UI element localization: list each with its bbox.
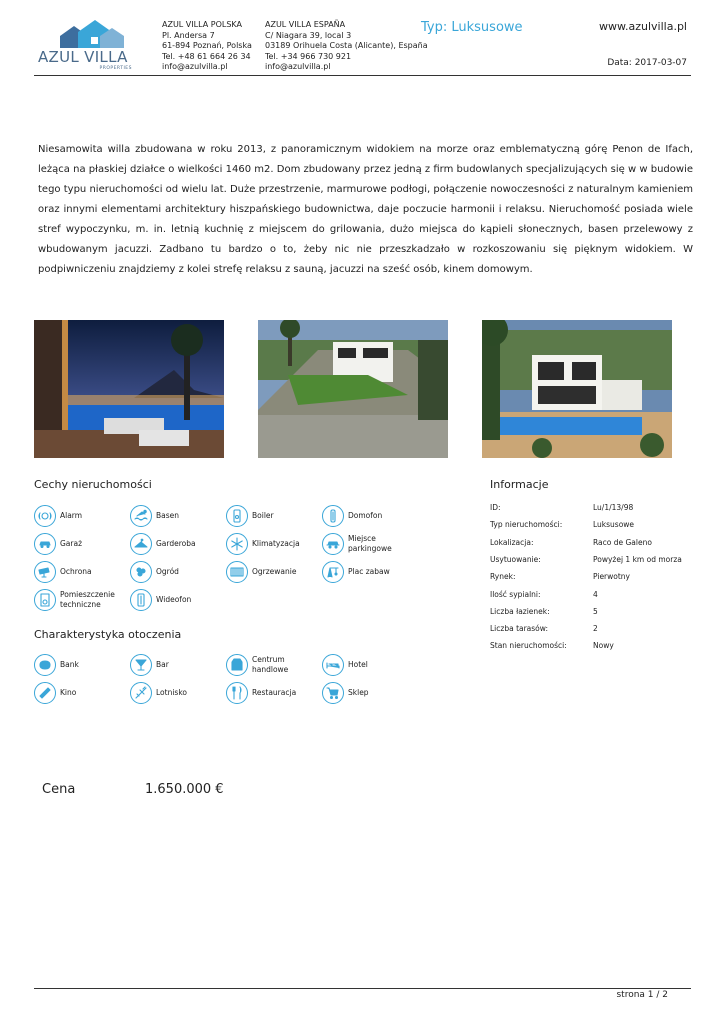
info-value: Luksusowe (593, 520, 635, 530)
camera-icon (34, 561, 56, 583)
parking-icon (322, 533, 344, 555)
feature-bank (34, 654, 120, 676)
info-label: ID: (490, 503, 501, 512)
logo-houses-icon (38, 20, 138, 50)
feature-camera (34, 561, 120, 583)
price-value: 1.650.000 € (145, 782, 224, 797)
bank-icon (34, 654, 56, 676)
feature-mall (226, 654, 312, 676)
radiator-icon (226, 561, 248, 583)
feature-bed (322, 654, 408, 676)
wardrobe-icon (130, 533, 152, 555)
feature-alarm (34, 505, 120, 527)
pool-icon (130, 505, 152, 527)
cart-icon (322, 682, 344, 704)
boiler-icon (226, 505, 248, 527)
feature-cutlery (226, 682, 312, 704)
feature-cocktail (130, 654, 216, 676)
footer-divider (34, 988, 691, 989)
bed-icon (322, 654, 344, 676)
feature-label: Pomieszczenie techniczne (60, 590, 115, 609)
feature-intercom (322, 505, 408, 527)
info-label: Typ nieruchomości: (490, 520, 563, 530)
logo-subtitle: PROPERTIES (99, 66, 132, 71)
feature-cart (322, 682, 408, 704)
feature-parking (322, 533, 408, 555)
address-phone: Tel. +48 61 664 26 34 (162, 51, 251, 61)
info-value: Powyżej 1 km od morza (593, 554, 682, 564)
document-date: Data: 2017-03-07 (607, 58, 687, 68)
feature-boiler (226, 505, 312, 527)
photo-villa-exterior[interactable] (258, 320, 448, 458)
info-label: Liczba łazienek: (490, 606, 550, 616)
feature-label: Ochrona (60, 567, 92, 576)
feature-garden (130, 561, 216, 583)
feature-label: Boiler (252, 511, 274, 520)
feature-label: Garaż (60, 539, 83, 548)
features-title: Cechy nieruchomości (34, 478, 152, 491)
feature-label: Bar (156, 660, 169, 669)
feature-label: Ogród (156, 567, 179, 576)
address-poland (162, 20, 252, 73)
property-type: Typ: Luksusowe (421, 20, 523, 35)
garden-icon (130, 561, 152, 583)
feature-label: Miejsce parkingowe (348, 534, 392, 553)
property-description: Niesamowita willa zbudowana w roku 2013, z panoramicznym widokiem na morze oraz emblematyczną górę Penon de Ifach, leżąca na płaskiej działce o wielkości 1460 m2. Dom zbudowany przez jedną z firm budowlanych specjalizujących się w w budowie tego typu nieruchomości od wielu lat. Duże przestrzenie, marmurowe podłogi, połączenie nowoczesności z naturalnym kamieniem oraz innymi elementami architektury hiszpańskiego budownictwa, daje poczucie harmonii i relaksu. Nieruchomość posiada wiele stref wypoczynku, m. in. letnią kuchnię z miejscem do grilowania, dużo miejsca do kąpieli słonecznych, basen przelewowy z wbudowanym jacuzzi. Zadbano tu bardzo o to, żeby nic nie przeszkadzało w rozkoszowaniu się pięknym widokiem. W podpiwniczeniu znajdziemy z kolei strefę relaksu z sauną, jacuzzi na sześć osób, kinem domowym. (38, 144, 693, 275)
address-email[interactable]: info@azulvilla.pl (265, 62, 331, 71)
feature-label: Garderoba (156, 539, 196, 548)
info-label: Ilość sypialni: (490, 589, 541, 599)
snowflake-icon (226, 533, 248, 555)
feature-pool (130, 505, 216, 527)
alarm-icon (34, 505, 56, 527)
cutlery-icon (226, 682, 248, 704)
feature-label: Kino (60, 688, 77, 697)
feature-cinema (34, 682, 120, 704)
intercom-icon (322, 505, 344, 527)
page-number: strona 1 / 2 (616, 990, 668, 1000)
feature-label: Plac zabaw (348, 567, 390, 576)
feature-radiator (226, 561, 312, 583)
cinema-icon (34, 682, 56, 704)
feature-garage (34, 533, 120, 555)
feature-label: Restauracja (252, 688, 297, 697)
info-value: 4 (593, 589, 598, 599)
address-phone: Tel. +34 966 730 921 (265, 51, 352, 61)
info-value: Pierwotny (593, 572, 630, 582)
info-label: Stan nieruchomości: (490, 641, 567, 651)
address-email[interactable]: info@azulvilla.pl (162, 62, 228, 71)
info-value: Raco de Galeno (593, 537, 652, 547)
feature-label: Hotel (348, 660, 368, 669)
videophone-icon (130, 589, 152, 611)
info-label: Lokalizacja: (490, 537, 534, 547)
address-line: 61-894 Poznań, Polska (162, 41, 252, 50)
info-title: Informacje (490, 478, 549, 491)
feature-airplane (130, 682, 216, 704)
header-divider (34, 75, 691, 76)
address-line: 03189 Orihuela Costa (Alicante), España (265, 41, 428, 50)
feature-videophone (130, 589, 216, 611)
website-link[interactable]: www.azulvilla.pl (599, 20, 687, 33)
info-label: Usytuowanie: (490, 554, 541, 564)
photo-villa-pool[interactable] (482, 320, 672, 458)
feature-label: Wideofon (156, 595, 192, 604)
feature-playground (322, 561, 408, 583)
feature-label: Basen (156, 511, 180, 520)
photo-terrace-night[interactable] (34, 320, 224, 458)
surroundings-title: Charakterystyka otoczenia (34, 628, 182, 641)
logo-text: AZUL VILLA (38, 48, 128, 66)
feature-label: Lotnisko (156, 688, 187, 697)
address-line: C/ Niagara 39, local 3 (265, 30, 352, 40)
price-label: Cena (42, 782, 76, 797)
feature-utility-room (34, 589, 120, 611)
feature-snowflake (226, 533, 312, 555)
airplane-icon (130, 682, 152, 704)
feature-label: Sklep (348, 688, 369, 697)
feature-label: Ogrzewanie (252, 567, 297, 576)
garage-icon (34, 533, 56, 555)
info-value: Lu/1/13/98 (593, 503, 634, 512)
address-line: Pl. Andersa 7 (162, 30, 215, 40)
address-spain (265, 20, 428, 73)
feature-label: Klimatyzacja (252, 539, 300, 548)
info-value: 2 (593, 624, 598, 634)
address-line: AZUL VILLA POLSKA (162, 20, 242, 29)
feature-wardrobe (130, 533, 216, 555)
info-label: Rynek: (490, 572, 516, 582)
info-value: Nowy (593, 641, 614, 651)
info-value: 5 (593, 606, 598, 616)
company-logo (38, 20, 138, 70)
utility-room-icon (34, 589, 56, 611)
feature-label: Domofon (348, 511, 383, 520)
cocktail-icon (130, 654, 152, 676)
mall-icon (226, 654, 248, 676)
info-label: Liczba tarasów: (490, 624, 549, 634)
address-line: AZUL VILLA ESPAÑA (265, 20, 346, 29)
playground-icon (322, 561, 344, 583)
feature-label: Centrum handlowe (252, 655, 289, 674)
feature-label: Alarm (60, 511, 83, 520)
feature-label: Bank (60, 660, 79, 669)
